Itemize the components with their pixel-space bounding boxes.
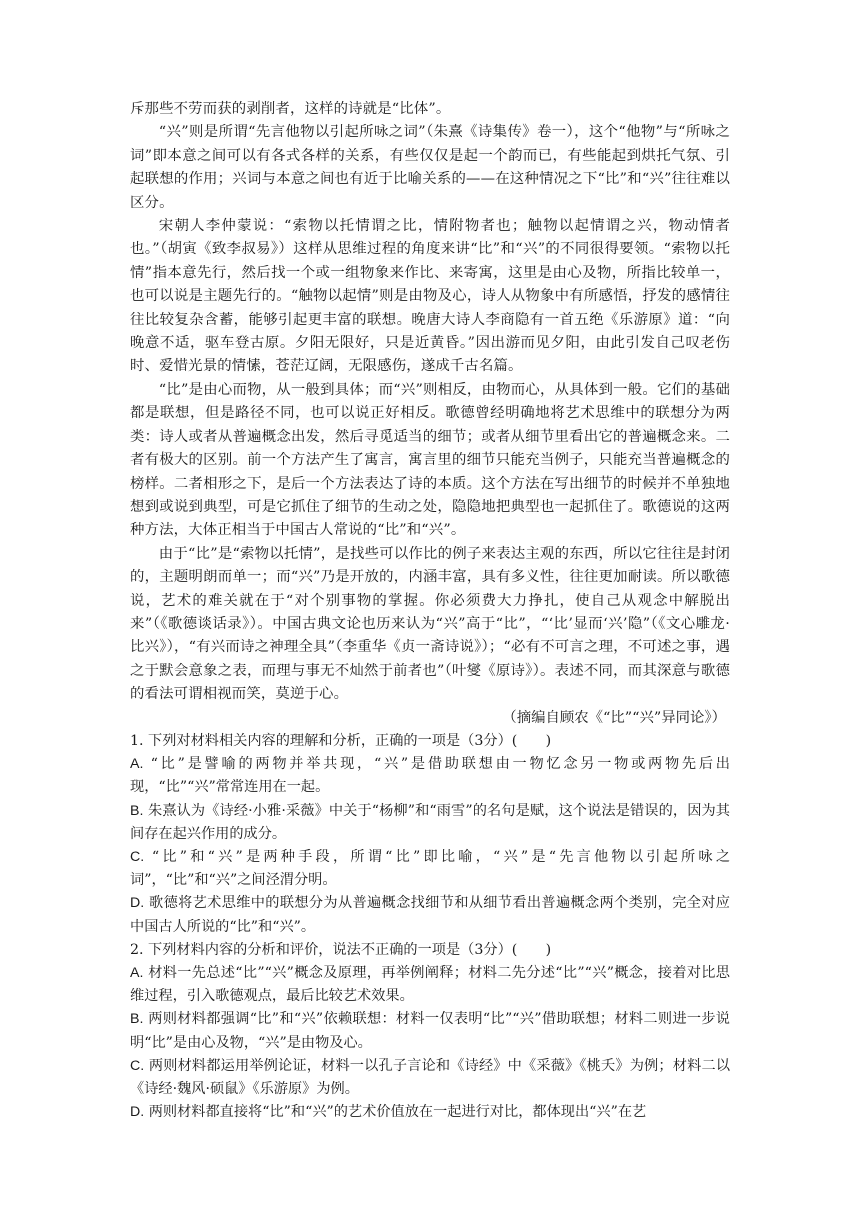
option-letter: D. (130, 895, 145, 912)
option-letter: A. (130, 965, 144, 981)
option-letter: B. (130, 1011, 144, 1028)
question-2-option-a (130, 962, 730, 1008)
option-letter: C. (130, 848, 145, 865)
option-text: 材料一先总述“比”“兴”概念及原理，再举例阐释；材料二先分述“比”“兴”概念，接着对比思维过程，引入歌德观点，最后比较艺术效果。 (130, 965, 730, 1005)
option-letter: D. (130, 1104, 145, 1121)
option-text: “比”和“兴”是两种手段，所谓“比”即比喻，“兴”是“先言他物以引起所咏之词”，“比”和“兴”之间泾渭分明。 (130, 848, 731, 889)
paragraph-2: 宋朝人李仲蒙说：“索物以托情谓之比，情附物者也；触物以起情谓之兴，物动情者也。”（胡寅《致李叔易》）这样从思维过程的角度来讲“比”和“兴”的不同很得要领。“索物以托情”指本意先行，然后找一个或一组物象来作比、来寄寓，这里是由心及物，所指比较单一，也可以说是主题先行的。“触物以起情”则是由物及心，诗人从物象中有所感悟，抒发的感情往往比较复杂含蓄，能够引起更丰富的联想。晚唐大诗人李商隐有一首五绝《乐游原》道：“向晚意不适，驱车登古原。夕阳无限好，只是近黄昏。”因出游而见夕阳，由此引发自己叹老伤时、爱惜光景的情愫，苍茫辽阔，无限感伤，遂成千古名篇。 (130, 218, 730, 375)
question-2-option-d (130, 1101, 730, 1124)
option-text: “比”是譬喻的两物并举共现，“兴”是借助联想由一物忆念另一物或两物先后出现，“比”“兴”常常连用在一起。 (130, 756, 730, 796)
option-text: 两则材料都运用举例论证，材料一以孔子言论和《诗经》中《采薇》《桃夭》为例；材料二以《诗经·魏风·硕鼠》《乐游原》为例。 (130, 1057, 731, 1098)
document-page (130, 98, 730, 1124)
option-text: 两则材料都强调“比”和“兴”依赖联想：材料一仅表明“比”“兴”借助联想；材料二则进一步说明“比”是由心及物，“兴”是由物及心。 (130, 1011, 730, 1051)
question-1-stem: 1. 下列对材料相关内容的理解和分析，正确的一项是（3分）( ) (130, 732, 552, 749)
option-text: 朱熹认为《诗经·小雅·采薇》中关于“杨柳”和“雨雪”的名句是赋，这个说法是错误的，因为其间存在起兴作用的成分。 (130, 802, 730, 842)
question-1-option-b (130, 800, 730, 846)
paragraph-0: 斥那些不劳而获的剥削者，这样的诗就是“比体”。 (130, 101, 451, 117)
source-citation: （摘编自顾农《“比”“兴”异同论》） (502, 709, 726, 726)
option-letter: C. (130, 1057, 145, 1074)
option-text: 歌德将艺术思维中的联想分为从普遍概念找细节和从细节看出普遍概念两个类别，完全对应中国古人所说的“比”和“兴”。 (130, 895, 730, 935)
question-2-stem: 2. 下列材料内容的分析和评价，说法不正确的一项是（3分）( ) (130, 941, 552, 958)
option-text: 两则材料都直接将“比”和“兴”的艺术价值放在一起进行对比，都体现出“兴”在艺 (148, 1104, 647, 1121)
paragraph-3: “比”是由心而物，从一般到具体；而“兴”则相反，由物而心，从具体到一般。它们的基础都是联想，但是路径不同，也可以说正好相反。歌德曾经明确地将艺术思维中的联想分为两类：诗人或者从普遍概念出发，然后寻觅适当的细节；或者从细节里看出它的普遍概念来。二者有极大的区别。前一个方法产生了寓言，寓言里的细节只能充当例子，只能充当普遍概念的榜样。二者相形之下，是后一个方法表达了诗的本质。这个方法在写出细节的时候并不单独地想到或说到典型，可是它抓住了细节的生动之处，隐隐地把典型也一起抓住了。歌德说的这两种方法，大体正相当于中国古人常说的“比”和“兴”。 (130, 381, 730, 539)
question-2-option-c (130, 1055, 730, 1101)
question-1-option-d (130, 892, 730, 938)
option-letter: A. (130, 756, 144, 773)
paragraph-4: 由于“比”是“索物以托情”，是找些可以作比的例子来表达主观的东西，所以它往往是封闭的，主题明朗而单一；而“兴”乃是开放的，内涵丰富，具有多义性，往往更加耐读。所以歌德说，艺术的难关就在于“对个别事物的掌握。你必须费大力挣扎，使自己从观念中解脱出来”（《歌德谈话录》）。中国古典文论也历来认为“兴”高于“比”，“‘比’显而‘兴’隐”（《文心雕龙·比兴》），“有兴而诗之神理全具”（李重华《贞一斋诗说》）；“必有不可言之理，不可述之事，遇之于默会意象之表，而理与事无不灿然于前者也”（叶燮《原诗》）。表述不同，而其深意与歌德的看法可谓相视而笑，莫逆于心。 (130, 545, 730, 703)
option-letter: B. (130, 802, 144, 819)
question-1-option-c (130, 846, 730, 892)
question-2-option-b (130, 1008, 730, 1054)
paragraph-1: “兴”则是所谓“先言他物以引起所咏之词”（朱熹《诗集传》卷一），这个“他物”与“所咏之词”即本意之间可以有各式各样的关系，有些仅仅是起一个韵而已，有些能起到烘托气氛、引起联想的作用；兴词与本意之间也有近于比喻关系的——在这种情况之下“比”和“兴”往往难以区分。 (130, 124, 730, 211)
question-1-option-a (130, 753, 730, 799)
